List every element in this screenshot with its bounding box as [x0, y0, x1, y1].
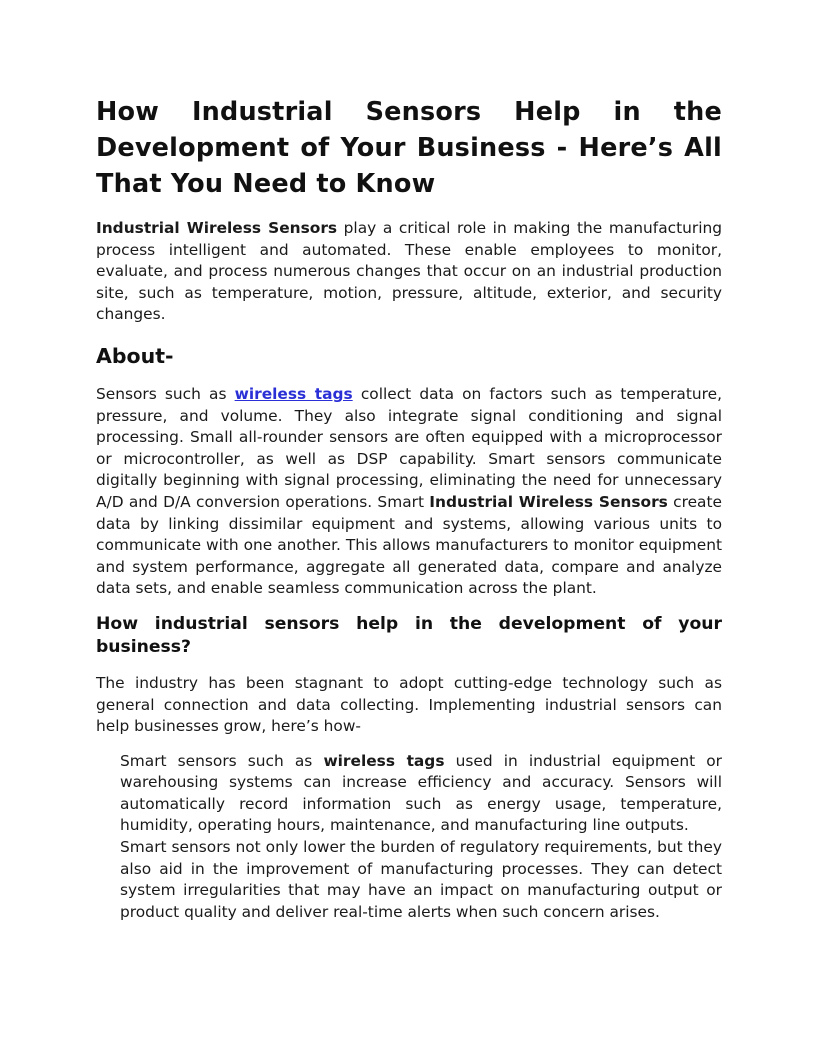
document-title: How Industrial Sensors Help in the Development of Your Business - Here’s All That You Need to Know — [96, 97, 722, 199]
list-item — [120, 751, 722, 837]
about-bold-term: Industrial Wireless Sensors — [429, 492, 668, 511]
about-text-part1: Sensors such as — [96, 384, 235, 403]
development-paragraph: The industry has been stagnant to adopt cutting-edge technology such as general connection and data collecting. Implementing industrial sensors can help businesses grow, here’s how- — [96, 673, 722, 736]
wireless-tags-link[interactable]: wireless tags — [234, 384, 353, 403]
intro-paragraph — [96, 218, 722, 326]
intro-text: play a critical role in making the manufacturing process intelligent and automated. These enable employees to monitor, evaluate, and process numerous changes that occur on an industrial production site, such as temperature, motion, pressure, altitude, exterior, and security changes. — [96, 219, 722, 324]
list-item — [120, 837, 722, 923]
point1-bold-term: wireless tags — [323, 751, 445, 770]
point2-text: Smart sensors not only lower the burden of regulatory requirements, but they also aid in the improvement of manufacturing processes. They can detect system irregularities that may have an impact on manufacturing output or product quality and deliver real-time alerts when such concern arises. — [120, 838, 722, 921]
point1-text-part1: Smart sensors such as — [120, 751, 324, 770]
about-text-part3: create data by linking dissimilar equipment and systems, allowing various units to communicate with one another. This allows manufacturers to monitor equipment and system performance, aggregate all generated data, compare and analyze data sets, and enable seamless communication across the plant. — [96, 492, 722, 598]
document-page — [96, 94, 722, 923]
intro-bold-lead: Industrial Wireless Sensors — [96, 219, 338, 237]
benefits-list — [96, 751, 722, 924]
about-heading: About- — [96, 343, 174, 368]
development-heading: How industrial sensors help in the development of your business? — [96, 613, 722, 657]
about-text-part2: collect data on factors such as temperature, pressure, and volume. They also integrate signal conditioning and signal processing. Small all-rounder sensors are often equipped with a microprocessor or microcontroller, as well as DSP capability. Smart sensors communicate digitally beginning with signal processing, eliminating the need for unnecessary A/D and D/A conversion operations. Smart — [96, 384, 722, 511]
about-paragraph — [96, 384, 722, 600]
point1-text-part2: used in industrial equipment or warehousing systems can increase efficiency and accuracy. Sensors will automatically record information such as energy usage, temperature, humidity, operating hours, maintenance, and manufacturing line outputs. — [120, 751, 723, 835]
